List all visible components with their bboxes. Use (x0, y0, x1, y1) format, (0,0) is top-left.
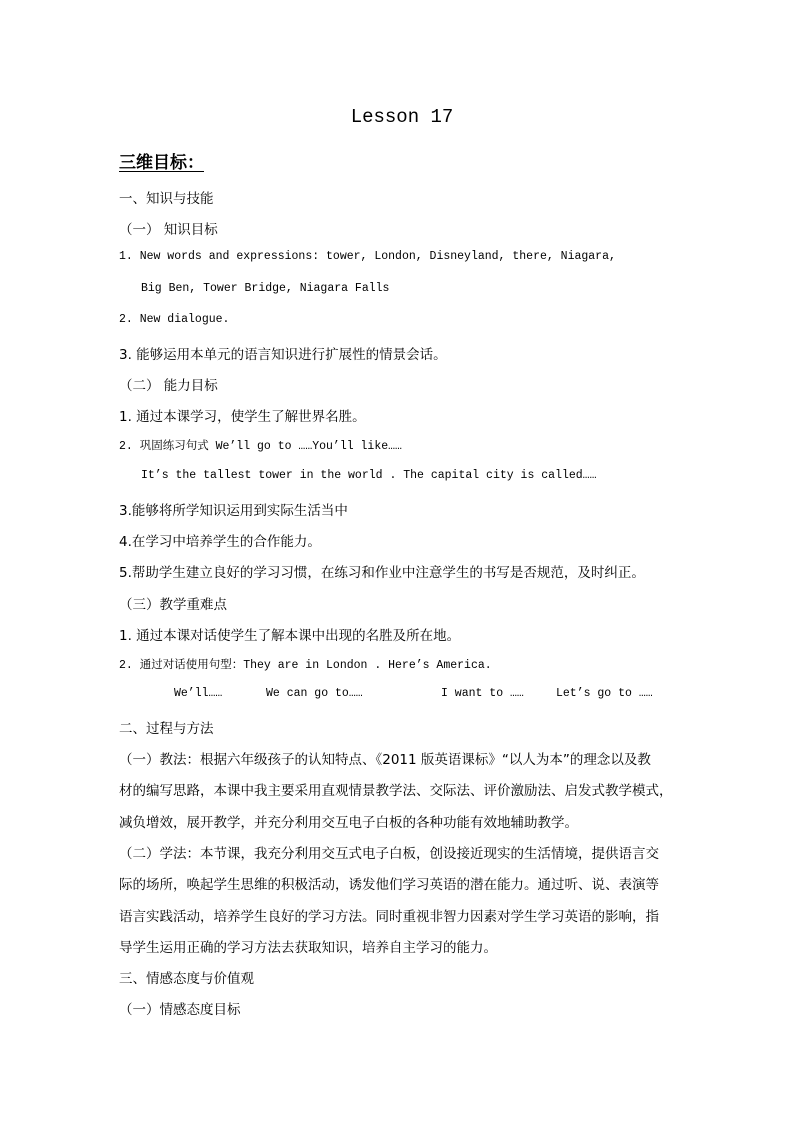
subsection-knowledge-goals: （一） 知识目标 (119, 222, 218, 238)
text-line: 3.能够将所学知识运用到实际生活当中 (119, 503, 348, 519)
section-knowledge-skills: 一、知识与技能 (119, 191, 214, 207)
text-line: 4.在学习中培养学生的合作能力。 (119, 534, 321, 550)
section-process-methods: 二、过程与方法 (119, 721, 214, 737)
paragraph-line: 导学生运用正确的学习方法去获取知识，培养自主学习的能力。 (119, 940, 497, 956)
paragraph-line: 际的场所，唤起学生思维的积极活动，诱发他们学习英语的潜在能力。通过听、说、表演等 (119, 877, 659, 893)
text-line: 2. New dialogue. (119, 313, 230, 326)
text-line: 1. New words and expressions: tower, London, Disneyland, there, Niagara, (119, 250, 616, 263)
sentence-pattern: I want to …… (441, 687, 524, 700)
text-line: 1. 通过本课学习，使学生了解世界名胜。 (119, 409, 366, 425)
sentence-pattern: We’ll…… (174, 687, 223, 700)
paragraph-line: （一）教法：根据六年级孩子的认知特点、《2011 版英语课标》“以人为本”的理念以及教 (119, 752, 651, 768)
paragraph-line: 语言实践活动，培养学生良好的学习方法。同时重视非智力因素对学生学习英语的影响，指 (119, 909, 659, 925)
text-line: It’s the tallest tower in the world . The capital city is called…… (141, 469, 597, 482)
sentence-pattern: Let’s go to …… (556, 687, 653, 700)
text-line: 5.帮助学生建立良好的学习习惯，在练习和作业中注意学生的书写是否规范，及时纠正。 (119, 565, 645, 581)
subsection-key-points: （三）教学重难点 (119, 597, 227, 613)
paragraph-line: 减负增效，展开教学，并充分利用交互电子白板的各种功能有效地辅助教学。 (119, 815, 578, 831)
text-line: Big Ben, Tower Bridge, Niagara Falls (141, 282, 390, 295)
subsection-ability-goals: （二） 能力目标 (119, 378, 218, 394)
subsection-emotion-goals: （一）情感态度目标 (119, 1002, 241, 1018)
text-line: 3. 能够运用本单元的语言知识进行扩展性的情景会话。 (119, 347, 447, 363)
paragraph-line: 材的编写思路，本课中我主要采用直观情景教学法、交际法、评价激励法、启发式教学模式， (119, 783, 673, 799)
text-line: 2. 通过对话使用句型：They are in London . Here’s America. (119, 659, 492, 672)
section-heading: 三维目标： (119, 153, 204, 173)
page-title: Lesson 17 (350, 106, 454, 128)
section-emotion-values: 三、情感态度与价值观 (119, 971, 254, 987)
text-line: 2. 巩固练习句式 We’ll go to ……You’ll like…… (119, 440, 402, 453)
sentence-pattern: We can go to…… (266, 687, 363, 700)
text-line: 1. 通过本课对话使学生了解本课中出现的名胜及所在地。 (119, 628, 461, 644)
paragraph-line: （二）学法：本节课，我充分利用交互式电子白板，创设接近现实的生活情境，提供语言交 (119, 846, 659, 862)
